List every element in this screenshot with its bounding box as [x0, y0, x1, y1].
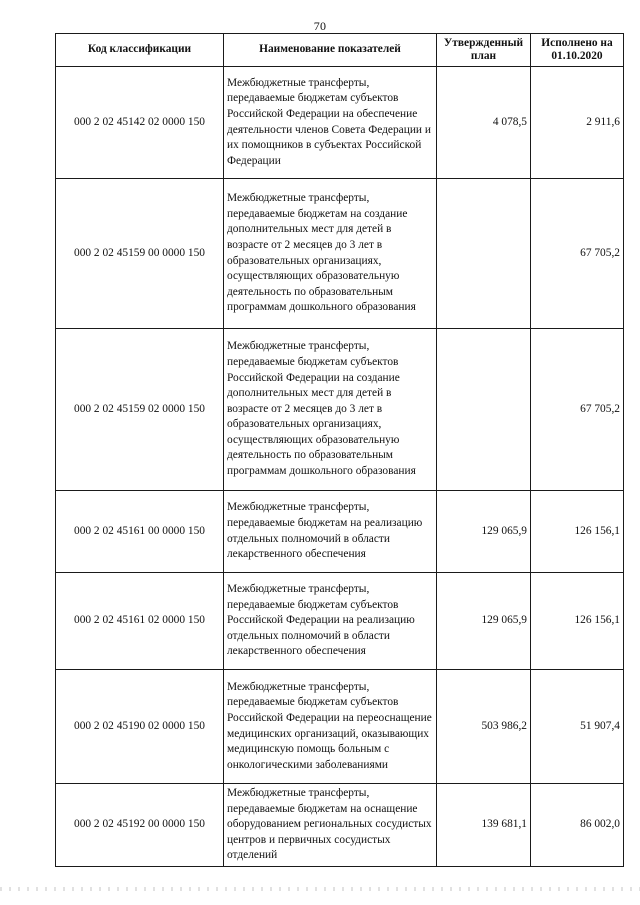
- table-row: [56, 573, 624, 670]
- row-name: Межбюджетные трансферты, передаваемые бюджетам субъектов Российской Федерации на реализацию отдельных полномочий в области лекарственного обеспечения: [224, 573, 437, 670]
- row-plan: [437, 329, 531, 491]
- row-done: 126 156,1: [531, 491, 624, 573]
- row-code: 000 2 02 45161 00 0000 150: [56, 491, 224, 573]
- header-done: Исполнено на 01.10.2020: [531, 34, 624, 67]
- row-name: Межбюджетные трансферты, передаваемые бюджетам на создание дополнительных мест для детей в возрасте от 2 месяцев до 3 лет в образовательных организациях, осуществляющих образовательную деятельность по образовательным программам дошкольного образования: [224, 179, 437, 329]
- row-name: Межбюджетные трансферты, передаваемые бюджетам субъектов Российской Федерации на создание дополнительных мест для детей в возрасте от 2 месяцев до 3 лет в образовательных организациях, осуществляющих образовательную деятельность по образовательным программам дошкольного образования: [224, 329, 437, 491]
- table-row: [56, 670, 624, 784]
- row-done: 2 911,6: [531, 67, 624, 179]
- row-name: Межбюджетные трансферты, передаваемые бюджетам субъектов Российской Федерации на переоснащение медицинских организаций, оказывающих медицинскую помощь больным с онкологическими заболеваниями: [224, 670, 437, 784]
- row-done: 126 156,1: [531, 573, 624, 670]
- row-name: Межбюджетные трансферты, передаваемые бюджетам на реализацию отдельных полномочий в области лекарственного обеспечения: [224, 491, 437, 573]
- row-plan: 129 065,9: [437, 491, 531, 573]
- table-row: [56, 67, 624, 179]
- row-name: Межбюджетные трансферты, передаваемые бюджетам субъектов Российской Федерации на обеспечение деятельности членов Совета Федерации и их помощников в субъектах Российской Федерации: [224, 67, 437, 179]
- table-row: [56, 784, 624, 867]
- row-plan: 129 065,9: [437, 573, 531, 670]
- row-done: 86 002,0: [531, 784, 624, 867]
- table-header-row: [56, 34, 624, 67]
- row-code: 000 2 02 45142 02 0000 150: [56, 67, 224, 179]
- row-plan: [437, 179, 531, 329]
- row-done: 67 705,2: [531, 179, 624, 329]
- row-code: 000 2 02 45159 00 0000 150: [56, 179, 224, 329]
- row-plan: 503 986,2: [437, 670, 531, 784]
- row-code: 000 2 02 45159 02 0000 150: [56, 329, 224, 491]
- header-name: Наименование показателей: [224, 34, 437, 67]
- row-code: 000 2 02 45192 00 0000 150: [56, 784, 224, 867]
- table-row: [56, 179, 624, 329]
- table-row: [56, 329, 624, 491]
- header-code: Код классификации: [56, 34, 224, 67]
- row-plan: 4 078,5: [437, 67, 531, 179]
- row-plan: 139 681,1: [437, 784, 531, 867]
- page-number: 70: [313, 19, 327, 33]
- table-row: [56, 491, 624, 573]
- budget-table: [55, 33, 624, 867]
- row-code: 000 2 02 45161 02 0000 150: [56, 573, 224, 670]
- row-done: 67 705,2: [531, 329, 624, 491]
- row-code: 000 2 02 45190 02 0000 150: [56, 670, 224, 784]
- header-plan: Утвержденный план: [437, 34, 531, 67]
- row-done: 51 907,4: [531, 670, 624, 784]
- row-name: Межбюджетные трансферты, передаваемые бюджетам на оснащение оборудованием региональных сосудистых центров и первичных сосудистых отделений: [224, 784, 437, 867]
- scan-artifact-line: [0, 887, 640, 891]
